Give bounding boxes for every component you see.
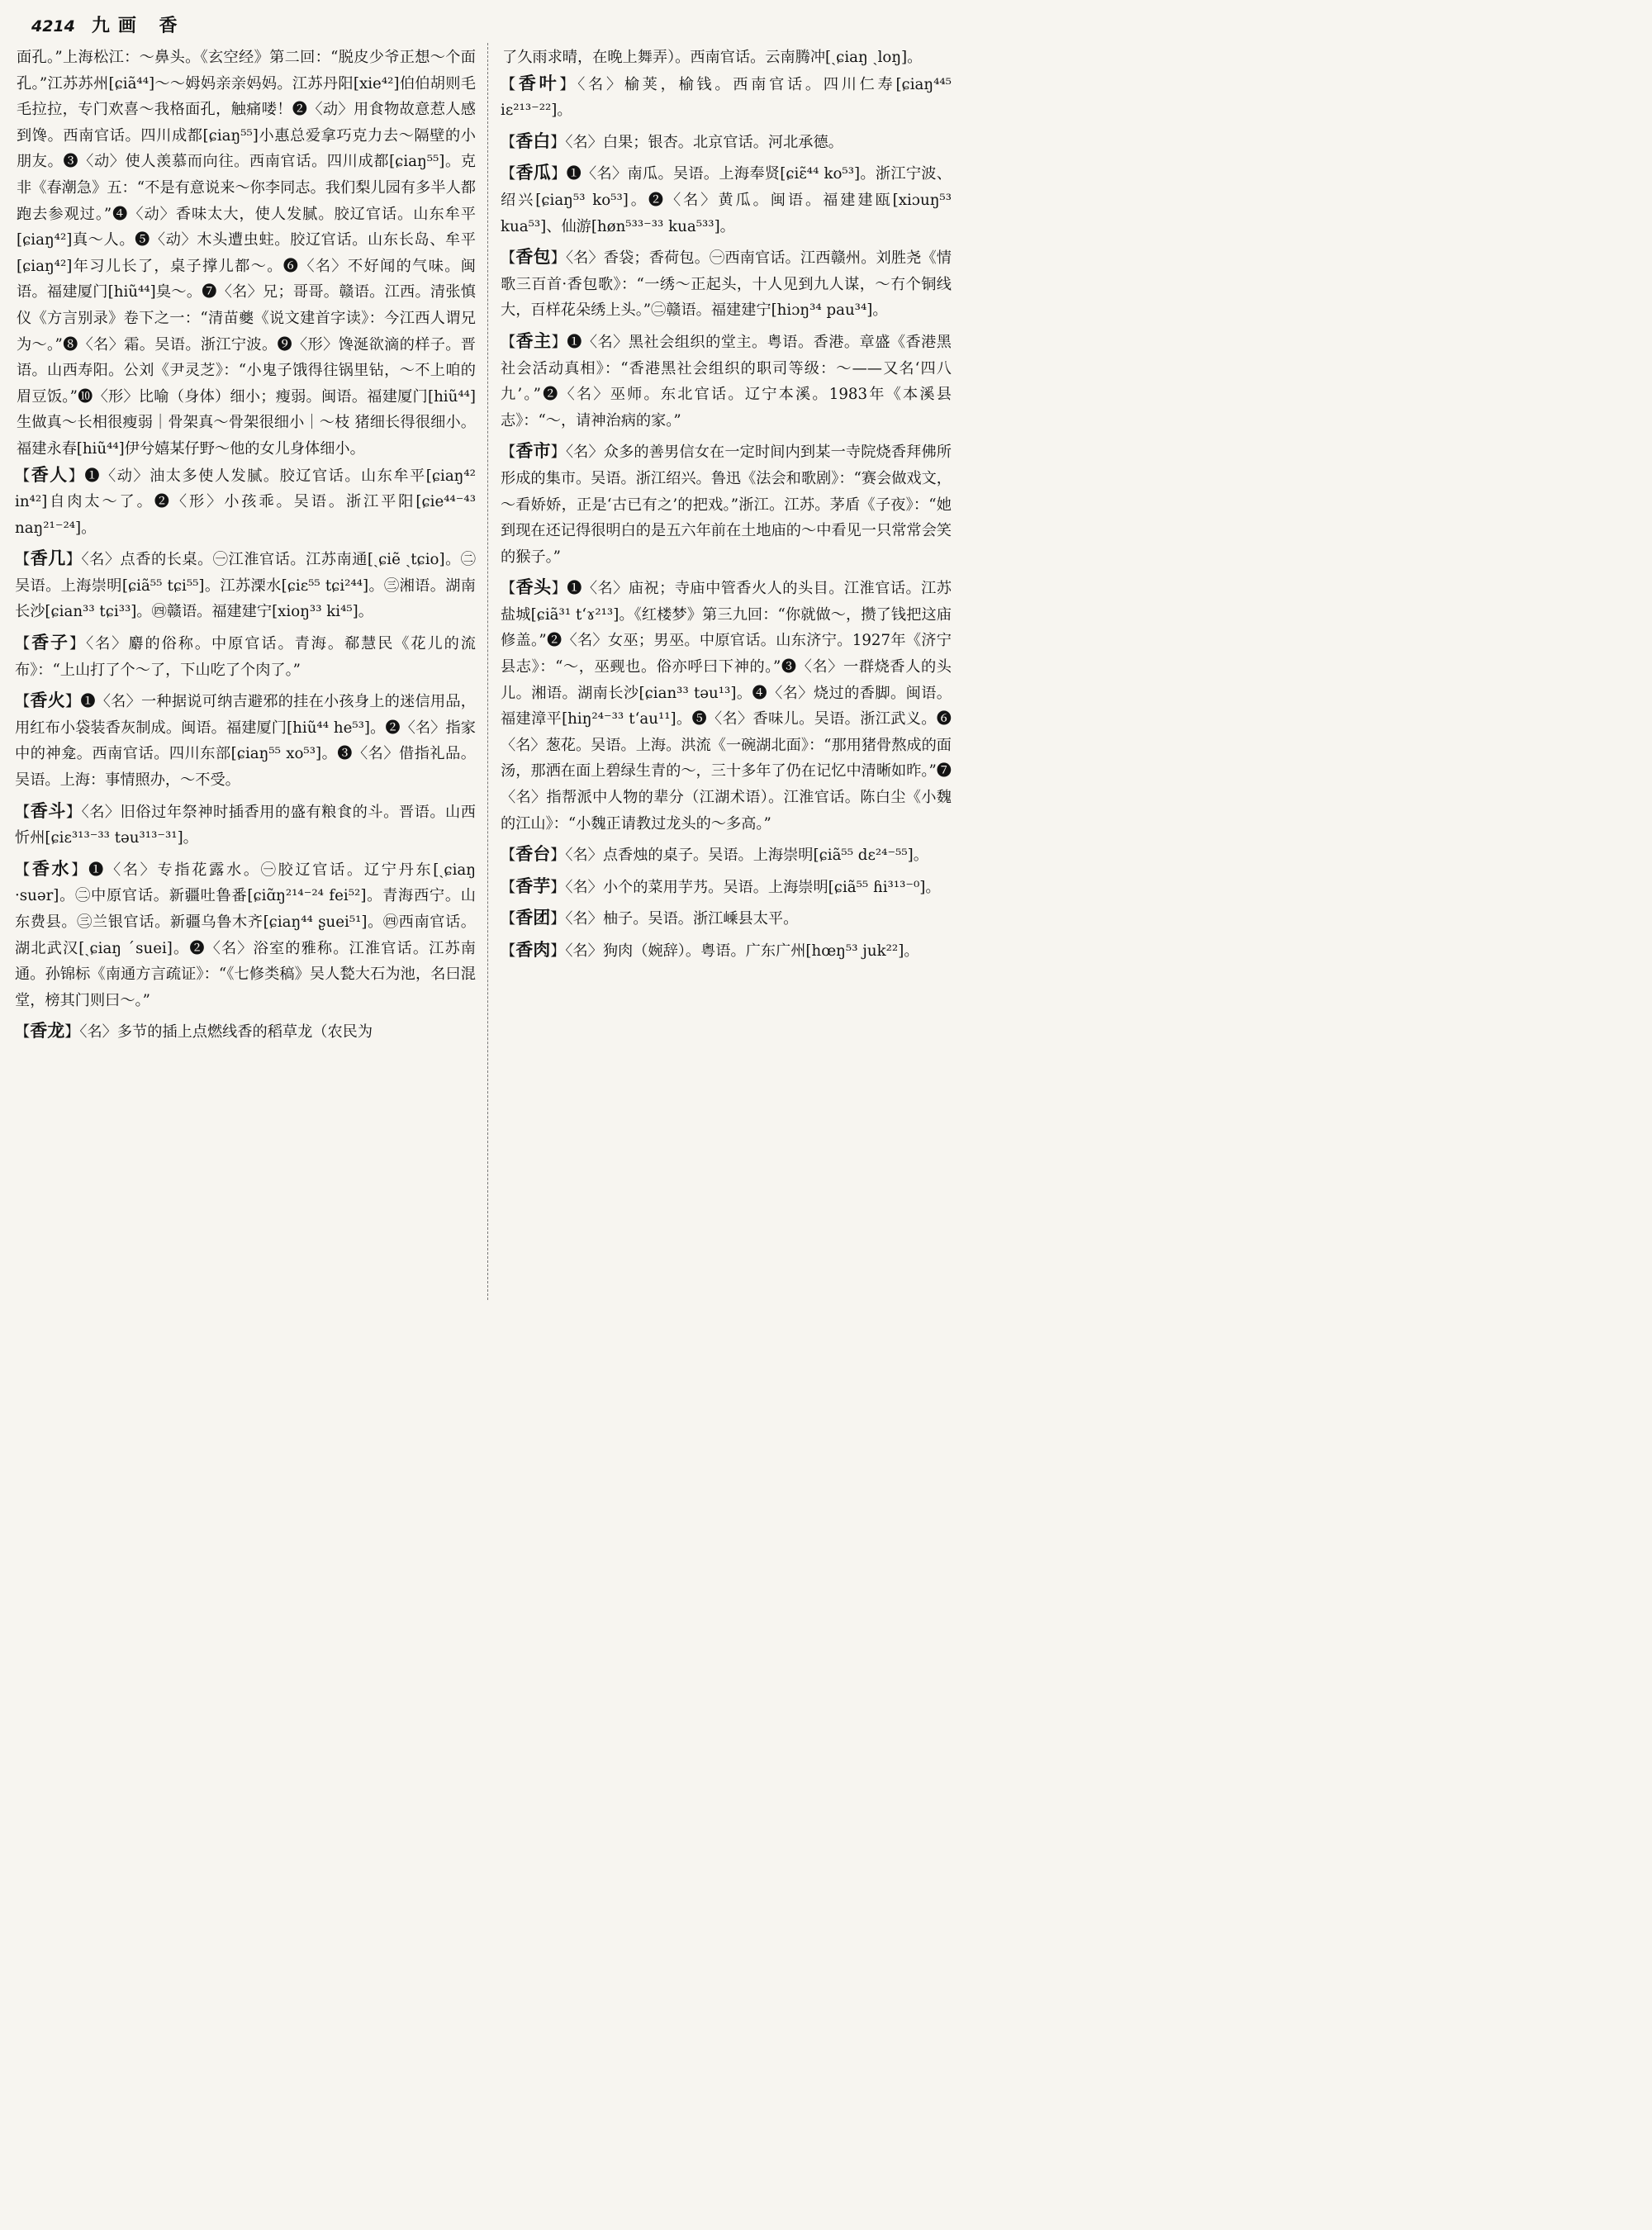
entry-headword: 香子 xyxy=(31,633,69,653)
entry-headword: 香人 xyxy=(31,464,69,485)
dictionary-entry: 【香水】❶〈名〉专指花露水。㊀胶辽官话。辽宁丹东[ˏɕiaŋ ·suər]。㊁中原官话。新疆吐鲁番[ɕiɑ̃ŋ²¹⁴⁻²⁴ fei⁵²]。青海西宁。山东费县。㊂兰银官话。新疆乌鲁木齐[ɕiaŋ⁴⁴ ʂuei⁵¹]。㊃西南官话。湖北武汉[ˏɕiaŋ ˊsuei]。❷〈名〉浴室的雅称。江淮官话。江苏南通。孙锦标《南通方言疏证》：“《七修类稿》吴人甃大石为池，名曰混堂，榜其门则曰～。” xyxy=(15,858,476,1009)
page-header xyxy=(31,12,186,45)
dictionary-entry: 【香人】❶〈动〉油太多使人发腻。胶辽官话。山东牟平[ɕiaŋ⁴² in⁴²]自肉太～了。❷〈形〉小孩乖。吴语。浙江平阳[ɕie⁴⁴⁻⁴³ naŋ²¹⁻²⁴]。 xyxy=(15,464,476,537)
entry-headword: 香台 xyxy=(515,844,551,865)
continuation-text: 面孔。”上海松江：～鼻头。《玄空经》第二回：“脱皮少爷正想～个面孔。”江苏苏州[ɕiã⁴⁴]～～姆妈亲亲妈妈。江苏丹阳[xie⁴²]伯伯胡则毛毛拉拉，专门欢喜～我格面孔，触痛喽！❷〈动〉用食物故意惹人感到馋。西南官话。四川成都[ɕiaŋ⁵⁵]小惠总爱拿巧克力去～隔壁的小朋友。❸〈动〉使人羡慕而向往。西南官话。四川成都[ɕiaŋ⁵⁵]。克非《春潮急》五：“不是有意说来～你李同志。我们梨儿园有多半人都跑去参观过。”❹〈动〉香味太大，使人发腻。胶辽官话。山东牟平[ɕiaŋ⁴²]真～人。❺〈动〉木头遭虫蛀。胶辽官话。山东长岛、牟平[ɕiaŋ⁴²]年习儿长了，桌子撑儿都～。❻〈名〉不好闻的气味。闽语。福建厦门[hiũ⁴⁴]臭～。❼〈名〉兄；哥哥。赣语。江西。清张慎仪《方言别录》卷下之一：“清苗夔《说文建首字读》：今江西人谓兄为～。”❽〈名〉霜。吴语。浙江宁波。❾〈形〉馋涎欲滴的样子。晋语。山西寿阳。公刘《尹灵芝》：“小鬼子饿得往锅里钻，～不上咱的眉豆饭。”❿〈形〉比喻（身体）细小；瘦弱。闽语。福建厦门[hiũ⁴⁴]生做真～长相很瘦弱｜骨架真～骨架很细小｜～枝 猪细长得很细小。福建永春[hiũ⁴⁴]伊兮嬉某仔野～他的女儿身体细小。 xyxy=(17,49,476,458)
dictionary-entry: 【香团】〈名〉柚子。吴语。浙江嵊县太平。 xyxy=(501,908,799,928)
entry-headword: 香肉 xyxy=(515,940,551,960)
dictionary-entry: 【香白】〈名〉白果；银杏。北京官话。河北承德。 xyxy=(501,130,843,151)
entry-definition: ❶〈名〉黑社会组织的堂主。粤语。香港。章盛《香港黑社会活动真相》：“香港黑社会组织的职司等级：～——又名‘四八九’。”❷〈名〉巫师。东北官话。辽宁本溪。1983年《本溪县志》：“～，请神治病的家。” xyxy=(501,333,952,429)
entry-headword: 香白 xyxy=(515,130,551,151)
entry-headword: 香市 xyxy=(515,441,551,462)
entry-definition: 〈名〉多节的插上点燃线香的稻草龙（农民为 xyxy=(79,1023,373,1041)
entry-definition: ❶〈名〉南瓜。吴语。上海奉贤[ɕiɛ̃⁴⁴ ko⁵³]。浙江宁波、绍兴[ɕiaŋ⁵³ ko⁵³]。❷〈名〉黄瓜。闽语。福建建瓯[xiɔuŋ⁵³ kua⁵³]、仙游[høn⁵³³⁻³³ kua⁵³³]。 xyxy=(501,165,952,235)
dictionary-entry: 【香子】〈名〉麝的俗称。中原官话。青海。郗慧民《花儿的流布》：“上山打了个～了，下山吃了个肉了。” xyxy=(15,633,476,679)
entry-definition: ❶〈名〉一种据说可纳吉避邪的挂在小孩身上的迷信用品，用红布小袋装香灰制成。闽语。福建厦门[hiũ⁴⁴ he⁵³]。❷〈名〉指家中的神龛。西南官话。四川东部[ɕiaŋ⁵⁵ xo⁵³]。❸〈名〉借指礼品。吴语。上海：事情照办，～不受。 xyxy=(15,693,476,790)
dictionary-entry: 【香斗】〈名〉旧俗过年祭神时插香用的盛有粮食的斗。晋语。山西忻州[ɕiɛ³¹³⁻³³ təu³¹³⁻³¹]。 xyxy=(15,800,476,847)
entry-headword: 香叶 xyxy=(518,73,560,93)
dictionary-entry: 【香头】❶〈名〉庙祝；寺庙中管香火人的头目。江淮官话。江苏盐城[ɕiã³¹ tʻɤ²¹³]。《红楼梦》第三九回：“你就做～，攒了钱把这庙修盖。”❷〈名〉女巫；男巫。中原官话。山东济宁。1927年《济宁县志》：“～，巫觋也。俗亦呼曰下神的。”❸〈名〉一群烧香人的头儿。湘语。湖南长沙[ɕian³³ təu¹³]。❹〈名〉烧过的香脚。闽语。福建漳平[hiŋ²⁴⁻³³ tʻau¹¹]。❺〈名〉香味儿。吴语。浙江武义。❻〈名〉葱花。吴语。上海。洪流《一碗湖北面》：“那用猪骨熬成的面汤，那洒在面上碧绿生青的～，三十多年了仍在记忆中清晰如昨。”❼〈名〉指帮派中人物的辈分（江湖术语）。江淮官话。陈白尘《小魏的江山》：“小魏正请教过龙头的～多高。” xyxy=(501,577,952,833)
entry-definition: 〈名〉香袋；香荷包。㊀西南官话。江西赣州。刘胜尧《情歌三百首·香包歌》：“一绣～正起头，十人见到九人谋，～冇个铜线大，百样花朵绣上头。”㊁赣语。福建建宁[hiɔŋ³⁴ pau³⁴]。 xyxy=(501,249,952,320)
running-head: 九画 香 xyxy=(91,15,186,36)
entry-headword: 香芋 xyxy=(515,875,551,896)
entry-headword: 香斗 xyxy=(30,800,66,821)
entry-definition: ❶〈名〉专指花露水。㊀胶辽官话。辽宁丹东[ˏɕiaŋ ·suər]。㊁中原官话。新疆吐鲁番[ɕiɑ̃ŋ²¹⁴⁻²⁴ fei⁵²]。青海西宁。山东费县。㊂兰银官话。新疆乌鲁木齐[ɕiaŋ⁴⁴ ʂuei⁵¹]。㊃西南官话。湖北武汉[ˏɕiaŋ ˊsuei]。❷〈名〉浴室的雅称。江淮官话。江苏南通。孙锦标《南通方言疏证》：“《七修类稿》吴人甃大石为池，名曰混堂，榜其门则曰～。” xyxy=(15,861,476,1009)
entry-definition: 〈名〉狗肉（婉辞）。粤语。广东广州[hœŋ⁵³ juk²²]。 xyxy=(565,942,919,960)
entry-definition: 〈名〉众多的善男信女在一定时间内到某一寺院烧香拜佛所形成的集市。吴语。浙江绍兴。鲁迅《法会和歌剧》：“赛会做戏文，～看娇娇，正是‘古已有之’的把戏。”浙江。江苏。茅盾《子夜》：“她到现在还记得很明白的是五六年前在土地庙的～中看见一只常常会笑的猴子。” xyxy=(501,444,952,566)
entry-headword: 香水 xyxy=(31,858,72,879)
dictionary-entry: 【香主】❶〈名〉黑社会组织的堂主。粤语。香港。章盛《香港黑社会活动真相》：“香港黑社会组织的职司等级：～——又名‘四八九’。”❷〈名〉巫师。东北官话。辽宁本溪。1983年《本溪县志》：“～，请神治病的家。” xyxy=(501,330,952,429)
right-column xyxy=(501,45,952,965)
dictionary-entry: 【香包】〈名〉香袋；香荷包。㊀西南官话。江西赣州。刘胜尧《情歌三百首·香包歌》：“一绣～正起头，十人见到九人谋，～冇个铜线大，百样花朵绣上头。”㊁赣语。福建建宁[hiɔŋ³⁴ pau³⁴]。 xyxy=(501,247,952,320)
entry-definition: 〈名〉白果；银杏。北京官话。河北承德。 xyxy=(565,133,843,151)
entry-headword: 香包 xyxy=(515,247,551,268)
dictionary-entry: 【香叶】〈名〉榆荚，榆钱。西南官话。四川仁寿[ɕiaŋ⁴⁴⁵ iɛ²¹³⁻²²]。 xyxy=(501,73,952,120)
dictionary-entry: 【香市】〈名〉众多的善男信女在一定时间内到某一寺院烧香拜佛所形成的集市。吴语。浙江绍兴。鲁迅《法会和歌剧》：“赛会做戏文，～看娇娇，正是‘古已有之’的把戏。”浙江。江苏。茅盾《子夜》：“她到现在还记得很明白的是五六年前在土地庙的～中看见一只常常会笑的猴子。” xyxy=(501,441,952,566)
dictionary-entry: 【香芋】〈名〉小个的菜用芋艿。吴语。上海崇明[ɕiã⁵⁵ ɦi³¹³⁻⁰]。 xyxy=(501,875,941,896)
dictionary-entry: 【香火】❶〈名〉一种据说可纳吉避邪的挂在小孩身上的迷信用品，用红布小袋装香灰制成。闽语。福建厦门[hiũ⁴⁴ he⁵³]。❷〈名〉指家中的神龛。西南官话。四川东部[ɕiaŋ⁵⁵ xo⁵³]。❸〈名〉借指礼品。吴语。上海：事情照办，～不受。 xyxy=(15,690,476,790)
entry-definition: 〈名〉点香烛的桌子。吴语。上海崇明[ɕiã⁵⁵ dɛ²⁴⁻⁵⁵]。 xyxy=(565,847,928,865)
continuation-text: 了久雨求晴，在晚上舞弄）。西南官话。云南腾冲[ˏɕiaŋ ˏloŋ]。 xyxy=(502,49,923,66)
entry-definition: ❶〈动〉油太多使人发腻。胶辽官话。山东牟平[ɕiaŋ⁴² in⁴²]自肉太～了。❷〈形〉小孩乖。吴语。浙江平阳[ɕie⁴⁴⁻⁴³ naŋ²¹⁻²⁴]。 xyxy=(15,467,476,537)
entry-definition: 〈名〉小个的菜用芋艿。吴语。上海崇明[ɕiã⁵⁵ ɦi³¹³⁻⁰]。 xyxy=(565,878,941,896)
entry-definition: 〈名〉点香的长桌。㊀江淮官话。江苏南通[ˏɕiẽ ˏtɕio]。㊁吴语。上海崇明[ɕiã⁵⁵ tɕi⁵⁵]。江苏溧水[ɕiɛ⁵⁵ tɕi²⁴⁴]。㊂湘语。湖南长沙[ɕian³³ tɕi³³]。㊃赣语。福建建宁[xioŋ³³ ki⁴⁵]。 xyxy=(15,551,476,621)
entry-definition: 〈名〉榆荚，榆钱。西南官话。四川仁寿[ɕiaŋ⁴⁴⁵ iɛ²¹³⁻²²]。 xyxy=(501,75,952,120)
dictionary-entry: 【香龙】〈名〉多节的插上点燃线香的稻草龙（农民为 xyxy=(15,1021,373,1041)
dictionary-entry: 【香台】〈名〉点香烛的桌子。吴语。上海崇明[ɕiã⁵⁵ dɛ²⁴⁻⁵⁵]。 xyxy=(501,844,928,865)
entry-headword: 香团 xyxy=(515,908,551,928)
dictionary-entry: 【香瓜】❶〈名〉南瓜。吴语。上海奉贤[ɕiɛ̃⁴⁴ ko⁵³]。浙江宁波、绍兴[ɕiaŋ⁵³ ko⁵³]。❷〈名〉黄瓜。闽语。福建建瓯[xiɔuŋ⁵³ kua⁵³]、仙游[høn⁵³³⁻³³ kua⁵³³]。 xyxy=(501,163,952,235)
column-divider xyxy=(487,43,488,1300)
page-number: 4214 xyxy=(31,17,75,36)
entry-headword: 香瓜 xyxy=(515,163,552,183)
left-column xyxy=(15,45,476,1046)
entry-headword: 香龙 xyxy=(30,1021,65,1041)
entry-headword: 香头 xyxy=(515,577,552,598)
entry-definition: 〈名〉麝的俗称。中原官话。青海。郗慧民《花儿的流布》：“上山打了个～了，下山吃了个肉了。” xyxy=(15,635,476,679)
dictionary-entry: 【香几】〈名〉点香的长桌。㊀江淮官话。江苏南通[ˏɕiẽ ˏtɕio]。㊁吴语。上海崇明[ɕiã⁵⁵ tɕi⁵⁵]。江苏溧水[ɕiɛ⁵⁵ tɕi²⁴⁴]。㊂湘语。湖南长沙[ɕian³³ tɕi³³]。㊃赣语。福建建宁[xioŋ³³ ki⁴⁵]。 xyxy=(15,548,476,621)
entry-definition: 〈名〉旧俗过年祭神时插香用的盛有粮食的斗。晋语。山西忻州[ɕiɛ³¹³⁻³³ təu³¹³⁻³¹]。 xyxy=(15,803,476,847)
entry-headword: 香几 xyxy=(30,548,66,569)
entry-definition: ❶〈名〉庙祝；寺庙中管香火人的头目。江淮官话。江苏盐城[ɕiã³¹ tʻɤ²¹³]。《红楼梦》第三九回：“你就做～，攒了钱把这庙修盖。”❷〈名〉女巫；男巫。中原官话。山东济宁。1927年《济宁县志》：“～，巫觋也。俗亦呼曰下神的。”❸〈名〉一群烧香人的头儿。湘语。湖南长沙[ɕian³³ təu¹³]。❹〈名〉烧过的香脚。闽语。福建漳平[hiŋ²⁴⁻³³ tʻau¹¹]。❺〈名〉香味儿。吴语。浙江武义。❻〈名〉葱花。吴语。上海。洪流《一碗湖北面》：“那用猪骨熬成的面汤，那洒在面上碧绿生青的～，三十多年了仍在记忆中清晰如昨。”❼〈名〉指帮派中人物的辈分（江湖术语）。江淮官话。陈白尘《小魏的江山》：“小魏正请教过龙头的～多高。” xyxy=(501,580,952,833)
entry-definition: 〈名〉柚子。吴语。浙江嵊县太平。 xyxy=(565,910,799,928)
dictionary-entry: 【香肉】〈名〉狗肉（婉辞）。粤语。广东广州[hœŋ⁵³ juk²²]。 xyxy=(501,940,919,960)
entry-headword: 香火 xyxy=(30,690,65,711)
entry-headword: 香主 xyxy=(515,330,552,351)
